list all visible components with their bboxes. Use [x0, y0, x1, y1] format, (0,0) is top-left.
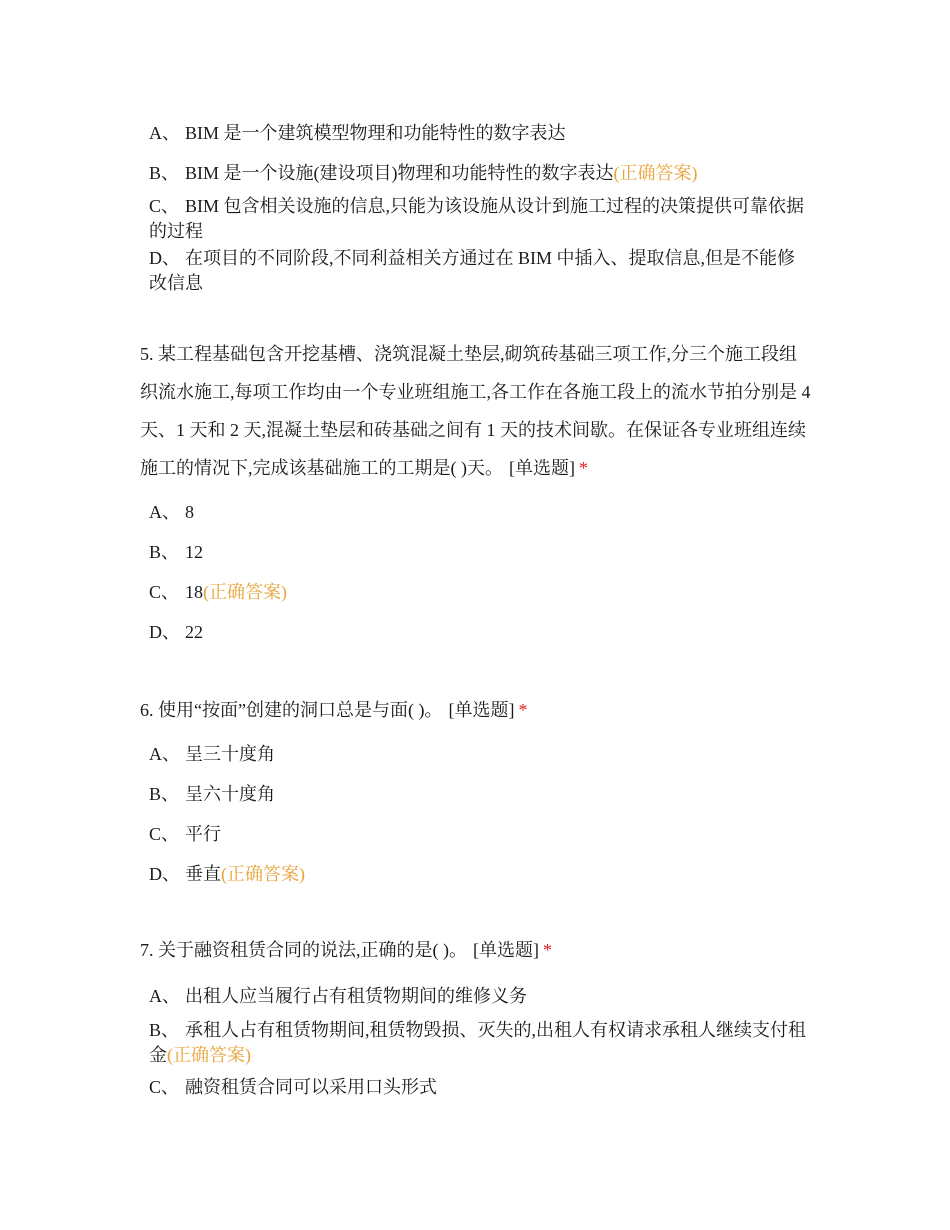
- q7-option-c: [149, 1075, 809, 1100]
- q5-option-c: [149, 580, 809, 605]
- option-letter: B、: [149, 784, 180, 804]
- option-text: 18: [185, 582, 203, 602]
- q7-option-b: [149, 1018, 809, 1068]
- required-marker: *: [543, 940, 552, 960]
- q4-option-b: [149, 161, 809, 186]
- option-text: 承租人占有租赁物期间,租赁物毁损、灭失的,出租人有权请求承租人继续支付租金: [149, 1020, 806, 1065]
- option-letter: C、: [149, 824, 180, 844]
- option-letter: C、: [149, 196, 180, 216]
- option-text: 呈六十度角: [185, 784, 275, 804]
- option-letter: B、: [149, 1020, 180, 1040]
- option-text: 融资租赁合同可以采用口头形式: [185, 1077, 437, 1097]
- q4-option-c: [149, 194, 809, 244]
- option-text: BIM 包含相关设施的信息,只能为该设施从设计到施工过程的决策提供可靠依据的过程: [149, 196, 805, 241]
- question-type-tag: [单选题]: [509, 458, 575, 478]
- q5-option-b: [149, 540, 809, 565]
- required-marker: *: [518, 700, 528, 720]
- question-5-text: [140, 335, 812, 487]
- q4-option-d: [149, 246, 809, 296]
- option-letter: B、: [149, 542, 180, 562]
- q6-option-c: [149, 822, 809, 847]
- option-letter: A、: [149, 986, 180, 1006]
- question-text: 5. 某工程基础包含开挖基槽、浇筑混凝土垫层,砌筑砖基础三项工作,分三个施工段组织流水施工,每项工作均由一个专业班组施工,各工作在各施工段上的流水节拍分别是 4 天、1 天和 2 天,混凝土垫层和砖基础之间有 1 天的技术间歇。在保证各专业班组连续施工的情况下,完成该基础施工的工期是( )天。: [140, 344, 811, 478]
- option-letter: A、: [149, 502, 180, 522]
- required-marker: *: [579, 458, 588, 478]
- option-text: 8: [185, 502, 194, 522]
- question-type-tag: [单选题]: [473, 940, 539, 960]
- correct-answer-tag: (正确答案): [221, 864, 305, 884]
- option-letter: D、: [149, 248, 180, 268]
- option-text: 垂直: [185, 864, 221, 884]
- option-letter: B、: [149, 163, 180, 183]
- q6-option-b: [149, 782, 809, 807]
- option-text: 12: [185, 542, 203, 562]
- question-type-tag: [单选题]: [448, 700, 515, 720]
- correct-answer-tag: (正确答案): [613, 163, 698, 183]
- q4-option-a: [149, 121, 809, 146]
- question-7-text: [140, 931, 812, 969]
- option-letter: C、: [149, 1077, 180, 1097]
- correct-answer-tag: (正确答案): [167, 1045, 251, 1065]
- option-letter: A、: [149, 744, 180, 764]
- option-text: BIM 是一个建筑模型物理和功能特性的数字表达: [185, 123, 566, 143]
- option-text: 出租人应当履行占有租赁物期间的维修义务: [185, 986, 527, 1006]
- option-text: BIM 是一个设施(建设项目)物理和功能特性的数字表达: [185, 163, 614, 183]
- option-letter: D、: [149, 864, 180, 884]
- correct-answer-tag: (正确答案): [203, 582, 287, 602]
- option-letter: D、: [149, 622, 180, 642]
- option-letter: A、: [149, 123, 180, 143]
- q6-option-d: [149, 862, 809, 887]
- question-text: 7. 关于融资租赁合同的说法,正确的是( )。: [140, 940, 467, 960]
- option-text: 22: [185, 622, 203, 642]
- question-text: 6. 使用“按面”创建的洞口总是与面( )。: [140, 700, 443, 720]
- q5-option-a: [149, 500, 809, 525]
- question-6-text: [140, 691, 812, 729]
- q5-option-d: [149, 620, 809, 645]
- q6-option-a: [149, 742, 809, 767]
- option-text: 呈三十度角: [185, 744, 275, 764]
- option-text: 平行: [185, 824, 221, 844]
- option-text: 在项目的不同阶段,不同利益相关方通过在 BIM 中插入、提取信息,但是不能修改信息: [149, 248, 796, 293]
- option-letter: C、: [149, 582, 180, 602]
- q7-option-a: [149, 984, 809, 1009]
